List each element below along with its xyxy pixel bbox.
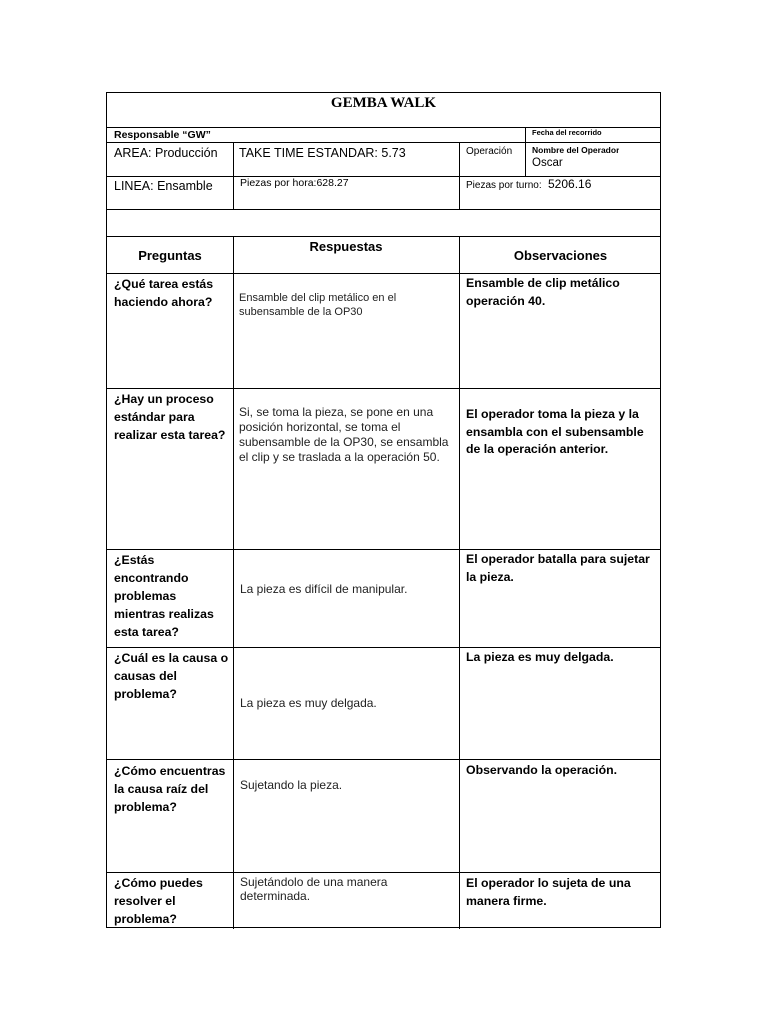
divider [459, 236, 460, 929]
divider [107, 209, 660, 210]
respuesta-cell: Sujetándolo de una manera determinada. [240, 875, 388, 903]
observacion-cell: La pieza es muy delgada. [466, 650, 614, 664]
pregunta-cell: ¿Qué tarea estás haciendo ahora? [114, 277, 214, 309]
pregunta-cell: ¿Estás encontrando problemas mientras realizas esta tarea? [114, 553, 214, 639]
pregunta-cell: ¿Hay un proceso estándar para realizar esta tarea? [114, 392, 226, 442]
piezas-turno-label: Piezas por turno: [466, 180, 542, 191]
col-header-respuestas: Respuestas [309, 239, 383, 254]
responsable-label: Responsable “GW” [114, 129, 211, 141]
respuesta-cell: Si, se toma la pieza, se pone en una posición horizontal, se toma el subensamble de la OP30, se ensambla el clip y se traslada a la operación 50. [239, 405, 449, 464]
observacion-cell: Observando la operación. [466, 763, 618, 777]
divider [233, 236, 234, 929]
gemba-walk-form [106, 92, 661, 928]
divider [107, 759, 660, 760]
divider [107, 142, 660, 143]
respuesta-cell: Sujetando la pieza. [240, 778, 343, 792]
divider [525, 127, 526, 142]
divider [107, 647, 660, 648]
operacion-label: Operación [466, 146, 513, 157]
divider [107, 388, 660, 389]
respuesta-cell: Ensamble del clip metálico en el subensamble de la OP30 [239, 292, 397, 318]
pregunta-cell: ¿Cómo puedes resolver el problema? [114, 876, 203, 926]
observacion-cell: El operador lo sujeta de una manera firme. [466, 876, 631, 908]
divider [525, 142, 526, 176]
piezas-turno-value: 5206.16 [548, 177, 592, 191]
fecha-label: Fecha del recorrido [532, 128, 602, 137]
piezas-hora-value: Piezas por hora:628.27 [240, 177, 349, 189]
area-value: AREA: Producción [114, 146, 218, 160]
divider [107, 872, 660, 873]
divider [233, 142, 234, 209]
observacion-cell: El operador batalla para sujetar la pieza. [466, 552, 650, 584]
divider [107, 236, 660, 237]
observacion-cell: El operador toma la pieza y la ensambla con el subensamble de la operación anterior. [466, 407, 644, 456]
respuesta-cell: La pieza es muy delgada. [240, 696, 377, 710]
take-time-value: TAKE TIME ESTANDAR: 5.73 [239, 146, 406, 160]
form-title: GEMBA WALK [330, 95, 437, 111]
divider [459, 142, 460, 209]
nombre-operador-label: Nombre del Operador [532, 145, 620, 155]
linea-value: LINEA: Ensamble [114, 179, 213, 193]
observacion-cell: Ensamble de clip metálico operación 40. [466, 276, 620, 308]
col-header-observaciones: Observaciones [513, 248, 608, 263]
nombre-operador-value: Oscar [532, 157, 563, 169]
pregunta-cell: ¿Cuál es la causa o causas del problema? [114, 651, 229, 701]
divider [107, 273, 660, 274]
col-header-preguntas: Preguntas [138, 248, 202, 263]
divider [107, 549, 660, 550]
pregunta-cell: ¿Cómo encuentras la causa raíz del problema? [114, 764, 226, 814]
respuesta-cell: La pieza es difícil de manipular. [240, 582, 408, 596]
